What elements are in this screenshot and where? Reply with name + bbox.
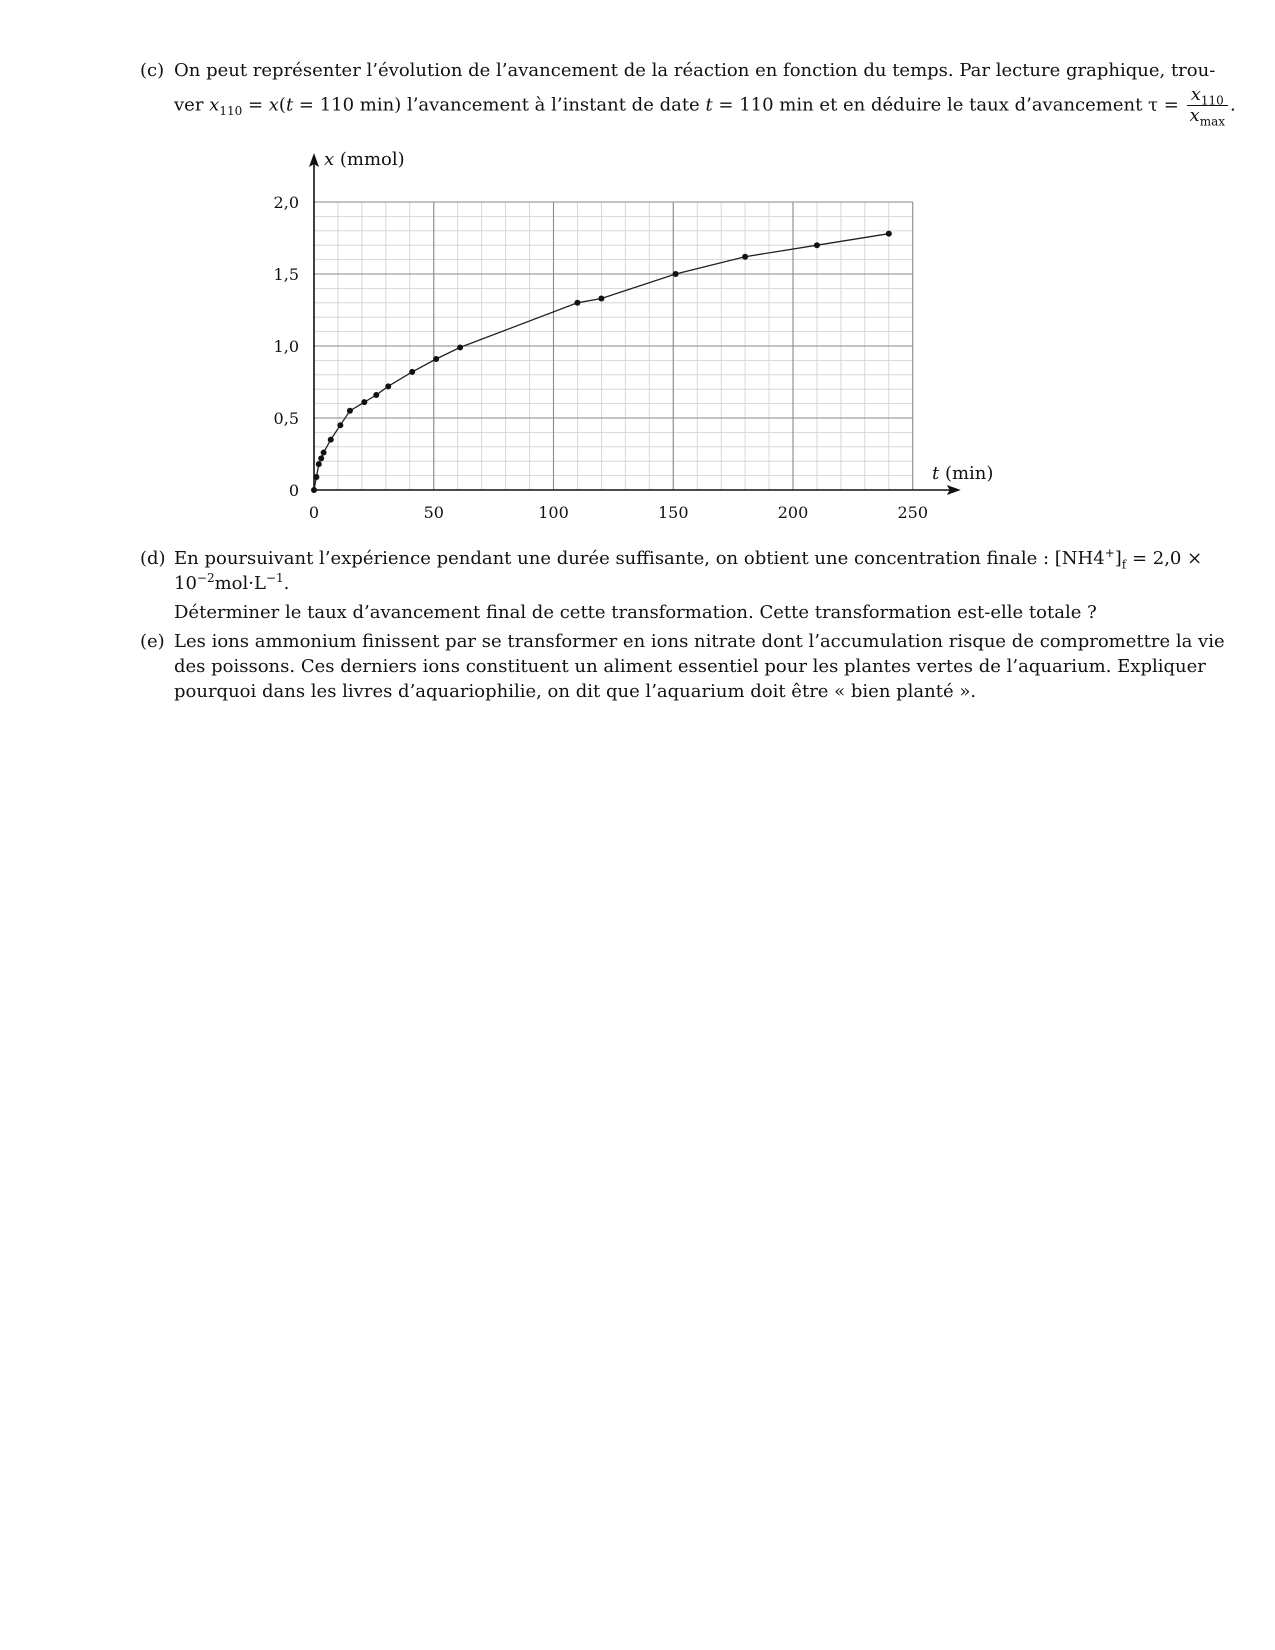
var-x-2: x [268,94,279,116]
question-d-line-1 [174,546,1203,572]
frac-den-var: x [1189,105,1200,126]
data-point [673,271,679,277]
question-e-line-3: pourquoi dans les livres d’aquariophilie, on dit que l’aquarium doit être « bien planté ». [174,681,977,702]
data-point [337,422,343,428]
question-d-line-2 [174,571,1140,596]
text-value: = 2,0 × [1126,548,1203,569]
data-point [318,455,324,461]
data-point [361,399,367,405]
text-bracket: ] [1114,548,1122,569]
x-axis-label: t (min) [932,463,994,484]
extent-chart [250,145,1010,530]
text-equals: = [242,94,269,116]
text-paren: ( [278,94,286,116]
sub-f: f [1121,557,1127,572]
data-point [321,450,327,456]
data-point [311,487,317,493]
y-tick-label: 0,5 [273,409,299,428]
question-e-label: (e) [140,631,165,652]
text-ver: ver [174,94,210,116]
frac-num-sub: 110 [1200,93,1224,108]
x-tick-label: 0 [308,503,320,522]
sup-plus: + [1104,546,1115,560]
question-d-label: (d) [140,548,166,569]
var-t-2: t [705,94,713,116]
y-tick-label: 1,0 [273,337,299,356]
frac-num-var: x [1190,84,1201,105]
text-taux: = 110 min et en déduire le taux d’avancement τ = [712,94,1185,116]
text-instant: = 110 min) l’avancement à l’instant de date [293,94,706,116]
x-tick-label: 200 [777,503,809,522]
y-axis-label: x (mmol) [324,149,405,170]
question-c [140,58,1236,129]
text-ten: 10 [174,573,197,594]
question-e-line-1: Les ions ammonium finissent par se transformer en ions nitrate dont l’accumulation risque de compromettre la vie [174,631,1225,652]
data-point [409,369,415,375]
y-tick-label: 1,5 [273,265,299,284]
x-tick-label: 150 [657,503,689,522]
question-c-label: (c) [140,60,165,81]
y-tick-label: 0 [288,481,299,500]
var-t: t [285,94,294,116]
x-tick-label: 250 [897,503,929,522]
question-c-line-1: On peut représenter l’évolution de l’avancement de la réaction en fonction du temps. Par lecture graphique, trou- [174,60,1216,81]
x-tick-label: 100 [538,503,569,522]
fraction-tau [1187,84,1228,129]
question-c-line-2 [174,84,1236,129]
data-point [373,392,379,398]
text-concentration: En poursuivant l’expérience pendant une durée suffisante, on obtient une concentration finale : [NH4 [174,548,1105,569]
sub-110: 110 [219,104,243,119]
question-e [140,629,1225,704]
question-e-line-2: des poissons. Ces derniers ions constituent un aliment essentiel pour les plantes vertes de l’aquarium. Expliquer [174,656,1206,677]
axes [309,153,961,495]
sup-exp-1: −2 [196,571,215,585]
data-point [385,383,391,389]
data-point [814,242,820,248]
data-point [742,254,748,260]
data-point [347,408,353,414]
y-tick-label: 2,0 [273,193,299,212]
data-point [457,344,463,350]
x-tick-label: 50 [423,503,444,522]
question-d [140,546,1203,625]
text-period-d: . [283,573,290,594]
sup-exp-2: −1 [265,571,284,585]
question-d-line-3: Déterminer le taux d’avancement final de cette transformation. Cette transformation est-elle totale ? [174,602,1097,623]
data-point [574,300,580,306]
data-point [313,474,319,480]
text-unit: mol·L [214,573,266,594]
frac-den-sub: max [1199,114,1225,129]
data-point [433,356,439,362]
data-point [328,437,334,443]
tick-labels [274,193,928,522]
data-point [598,295,604,301]
data-point [886,231,892,237]
text-period: . [1230,94,1236,116]
data-point [316,461,322,467]
var-x: x [209,94,220,116]
